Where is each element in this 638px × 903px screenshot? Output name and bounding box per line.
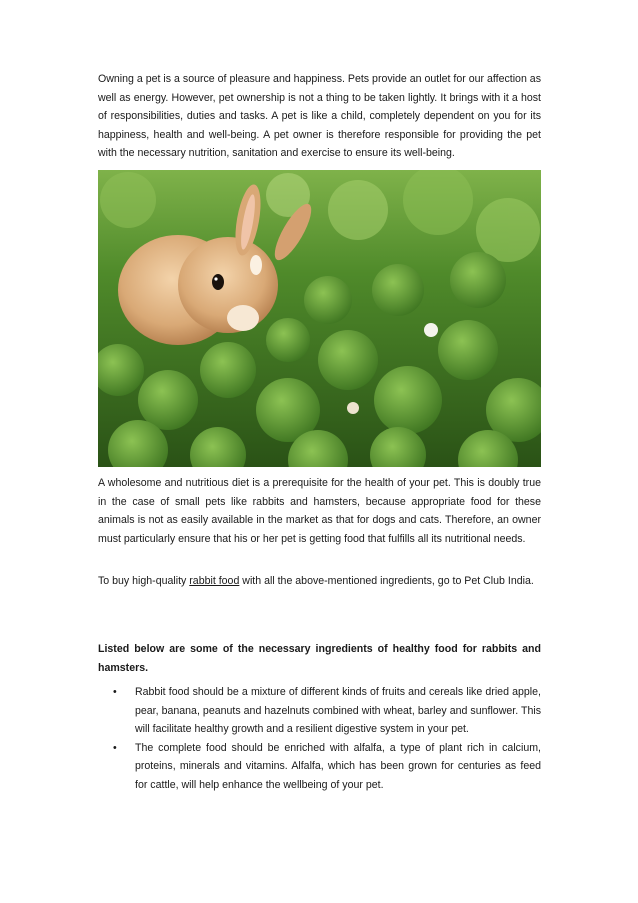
- buy-paragraph: [98, 572, 541, 591]
- bullet-icon: •: [113, 686, 117, 698]
- list-item-text: The complete food should be enriched with alfalfa, a type of plant rich in calcium, proteins, minerals and vitamins. Alfalfa, which has been grown for centuries as feed for cattle, will help enhance the wellbeing of your pet.: [135, 741, 541, 791]
- list-item: [98, 683, 541, 739]
- rabbit-food-link[interactable]: rabbit food: [189, 575, 240, 587]
- rabbit-in-clover-image: [98, 170, 541, 467]
- diet-paragraph: A wholesome and nutritious diet is a prerequisite for the health of your pet. This is doubly true in the case of small pets like rabbits and hamsters, because appropriate food for these animals is not as easily available in the market as that for dogs and cats. Therefore, an owner must particularly ensure that his or her pet is getting food that fulfills all its nutritional needs.: [98, 477, 541, 545]
- buy-text-after: with all the above-mentioned ingredients, go to Pet Club India.: [239, 575, 534, 587]
- ingredients-list: [98, 683, 541, 795]
- bullet-icon: •: [113, 741, 117, 754]
- list-item-text: Rabbit food should be a mixture of different kinds of fruits and cereals like dried apple, pear, banana, peanuts and hazelnuts combined with wheat, barley and sunflower. This will facilitate healthy growth and a resilient digestive system in your pet.: [135, 686, 541, 736]
- rabbit-photo: [98, 170, 541, 467]
- buy-text-before: To buy high-quality: [98, 575, 190, 587]
- intro-paragraph: Owning a pet is a source of pleasure and happiness. Pets provide an outlet for our affection as well as energy. However, pet ownership is not a thing to be taken lightly. It brings with it a host of responsibilities, duties and tasks. A pet is like a child, completely dependent on you for its happiness, health and well-being. A pet owner is therefore responsible for providing the pet with the necessary nutrition, sanitation and exercise to ensure its well-being.: [98, 73, 541, 160]
- list-item: [98, 739, 541, 795]
- ingredients-heading: Listed below are some of the necessary ingredients of healthy food for rabbits and hamsters.: [98, 643, 541, 674]
